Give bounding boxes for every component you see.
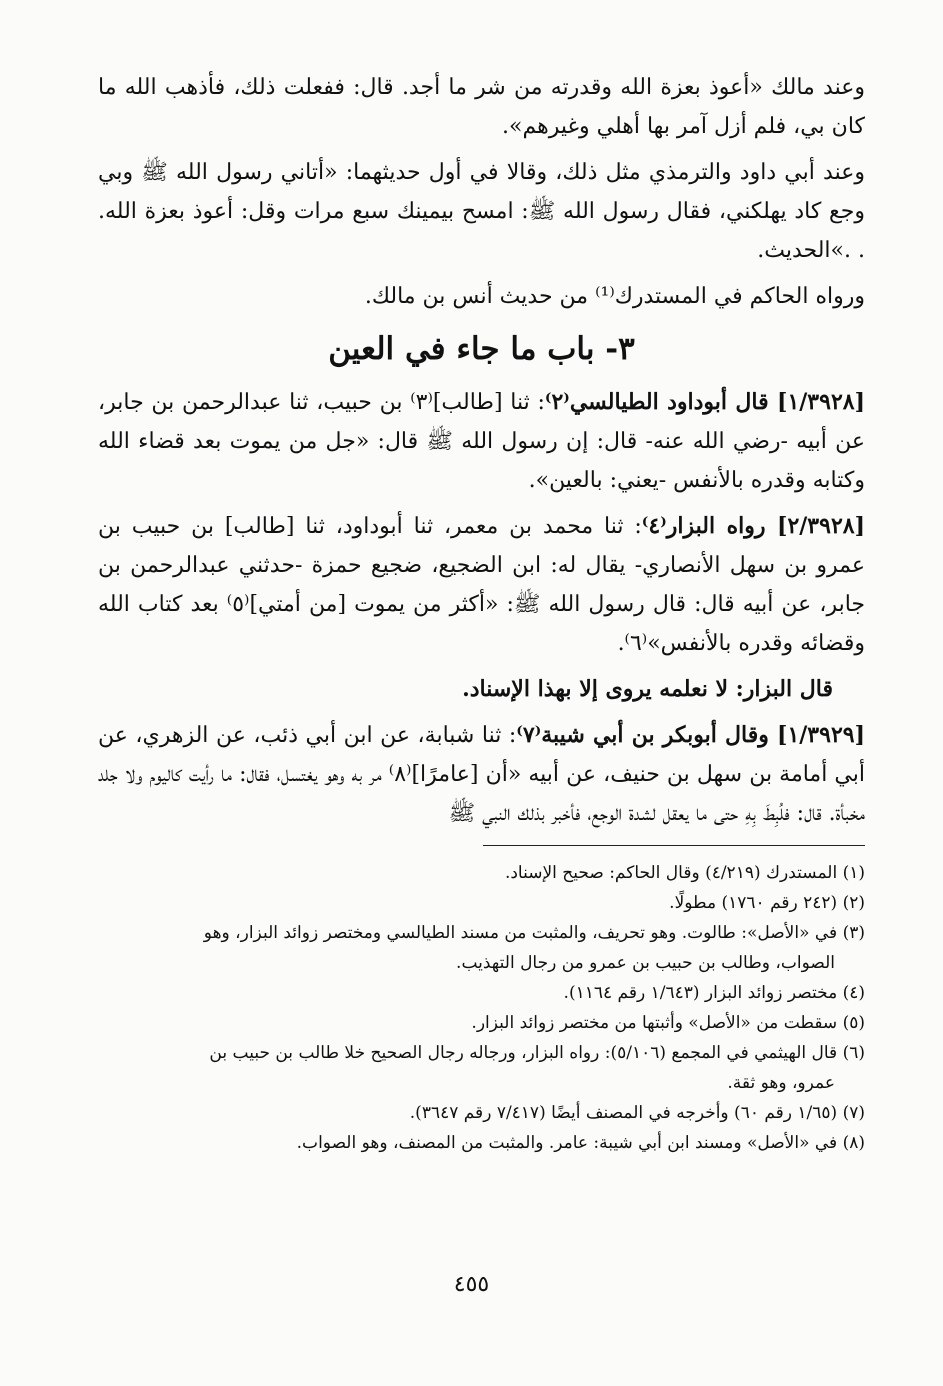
footnote-4: (٤) مختصر زوائد البزار (١/٦٤٣ رقم ١١٦٤). [563,983,865,1003]
hadith-3928-1-body: : ثنا [طالب]⁽٣⁾ بن حبيب، ثنا عبدالرحمن بن جابر، عن أبيه -رضي الله عنه- قال: إن رسول الله ﷺ قال: «جل من يموت بعد قضاء الله وكتابه وقدره بالأنفس -يعني: بالعين». [98,390,865,493]
chapter-heading: ٣- باب ما جاء في العين [328,331,635,367]
bazzar-remark: قال البزار: لا نعلمه يروى إلا بهذا الإسناد. [462,676,833,702]
footnote-separator [483,845,865,846]
footnote-3: (٣) في «الأصل»: طالوت. وهو تحريف، والمثبت من مسند الطيالسي ومختصر زوائد البزار، وهو [203,923,865,943]
footnote-6-continuation: عمرو، وهو ثقة. [727,1073,835,1093]
hadith-3928-2 [98,507,865,663]
footnote-6: (٦) قال الهيثمي في المجمع (٥/١٠٦): رواه البزار، ورجاله رجال الصحيح خلا طالب بن حبيب بن [209,1043,865,1063]
page-number: ٤٥٥ [453,1272,490,1297]
hadith-3928-1-lead: [١/٣٩٢٨] قال أبوداود الطيالسي⁽٢⁾ [544,389,865,415]
footnote-2: (٢) (٢٤٢ رقم ١٧٦٠) مطولًا. [669,893,865,913]
footnotes [98,858,865,1158]
footnote-1: (١) المستدرك (٤/٢١٩) وقال الحاكم: صحيح الإسناد. [504,863,865,883]
main-text [98,68,865,833]
footnote-3-continuation: الصواب، وطالب بن حبيب بن عمرو من رجال التهذيب. [456,953,835,973]
footnote-5: (٥) سقطت من «الأصل» وأثبتها من مختصر زوائد البزار. [471,1013,865,1033]
footnote-7: (٧) (١/٦٥ رقم ٦٠) وأخرجه في المصنف أيضًا (٧/٤١٧ رقم ٣٦٤٧). [409,1103,865,1123]
hadith-3929-1-body: : ثنا شبابة، عن ابن أبي ذئب، عن الزهري، عن أبي أمامة بن سهل بن حنيف، عن أبيه «أن [عامرًا]⁽٨⁾ مر به وهو يغتسل، فقال: ما رأيت كاليوم ولا جلد مخبأة. قال: فلُبِطَ بِهِ حتى ما يعقل لشدة الوجع، فأخبر بذلك النبي ﷺ [98,723,865,826]
paragraph-abu-dawud: وعند أبي داود والترمذي مثل ذلك، وقالا في أول حديثهما: «أتاني رسول الله ﷺ وبي وجع كاد يهلكني، فقال رسول الله ﷺ: امسح بيمينك سبع مرات وقل: أعوذ بعزة الله. . .»الحديث. [98,160,865,263]
hadith-3928-2-lead: [٢/٣٩٢٨] رواه البزار⁽٤⁾ [641,513,865,539]
hadith-3929-1 [98,716,865,833]
paragraph-hakim: ورواه الحاكم في المستدرك⁽¹⁾ من حديث أنس بن مالك. [364,284,865,309]
hadith-3929-1-lead: [١/٣٩٢٩] وقال أبوبكر بن أبي شيبة⁽٧⁾ [516,722,865,748]
hadith-3928-2-body: : ثنا محمد بن معمر، ثنا أبوداود، ثنا [طالب] بن حبيب بن عمرو بن سهل الأنصاري- يقال له: ابن الضجيع، ضجيع حمزة -حدثني عبدالرحمن بن جابر، عن أبيه قال: قال رسول الله ﷺ: «أكثر من يموت [من أمتي]⁽٥⁾ بعد كتاب الله وقضائه وقدره بالأنفس»⁽٦⁾. [98,514,866,656]
footnote-8: (٨) في «الأصل» ومسند ابن أبي شيبة: عامر. والمثبت من المصنف، وهو الصواب. [296,1133,865,1153]
hadith-3928-1 [98,383,865,500]
paragraph-malik: وعند مالك «أعوذ بعزة الله وقدرته من شر ما أجد. قال: ففعلت ذلك، فأذهب الله ما كان بي، فلم أزل آمر بها أهلي وغيرهم». [98,75,865,139]
